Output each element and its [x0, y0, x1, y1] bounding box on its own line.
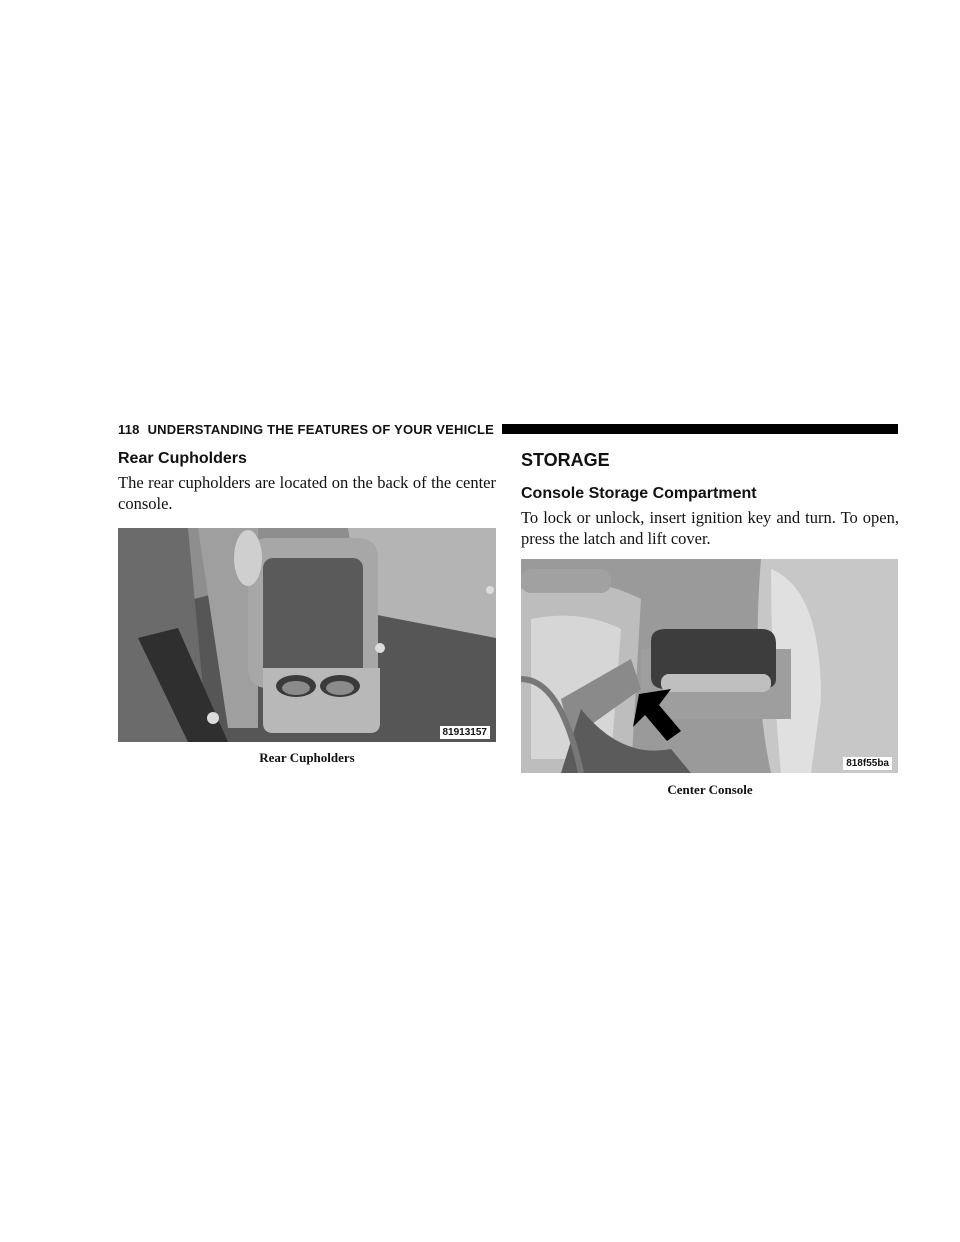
figure-caption: Rear Cupholders	[259, 750, 355, 765]
rear-cupholders-heading: Rear Cupholders	[118, 450, 247, 467]
right-column	[521, 450, 899, 798]
header-rule	[502, 424, 898, 434]
page-number: 118	[118, 421, 140, 437]
rear-cupholders-illustration	[118, 528, 496, 742]
figure-code: 818f55ba	[843, 757, 892, 770]
storage-heading: STORAGE	[521, 450, 610, 470]
section-title: UNDERSTANDING THE FEATURES OF YOUR VEHICLE	[147, 421, 494, 437]
left-column	[118, 450, 496, 766]
console-storage-text: To lock or unlock, insert ignition key and turn. To open, press the latch and lift cover.	[521, 508, 899, 548]
figure-code: 81913157	[440, 726, 491, 739]
center-console-figure	[521, 559, 898, 773]
figure-caption: Center Console	[667, 782, 753, 797]
rear-cupholders-text: The rear cupholders are located on the back of the center console.	[118, 473, 496, 513]
rear-cupholders-figure	[118, 528, 496, 742]
console-storage-heading: Console Storage Compartment	[521, 485, 757, 502]
running-header	[118, 420, 898, 438]
center-console-illustration	[521, 559, 898, 773]
